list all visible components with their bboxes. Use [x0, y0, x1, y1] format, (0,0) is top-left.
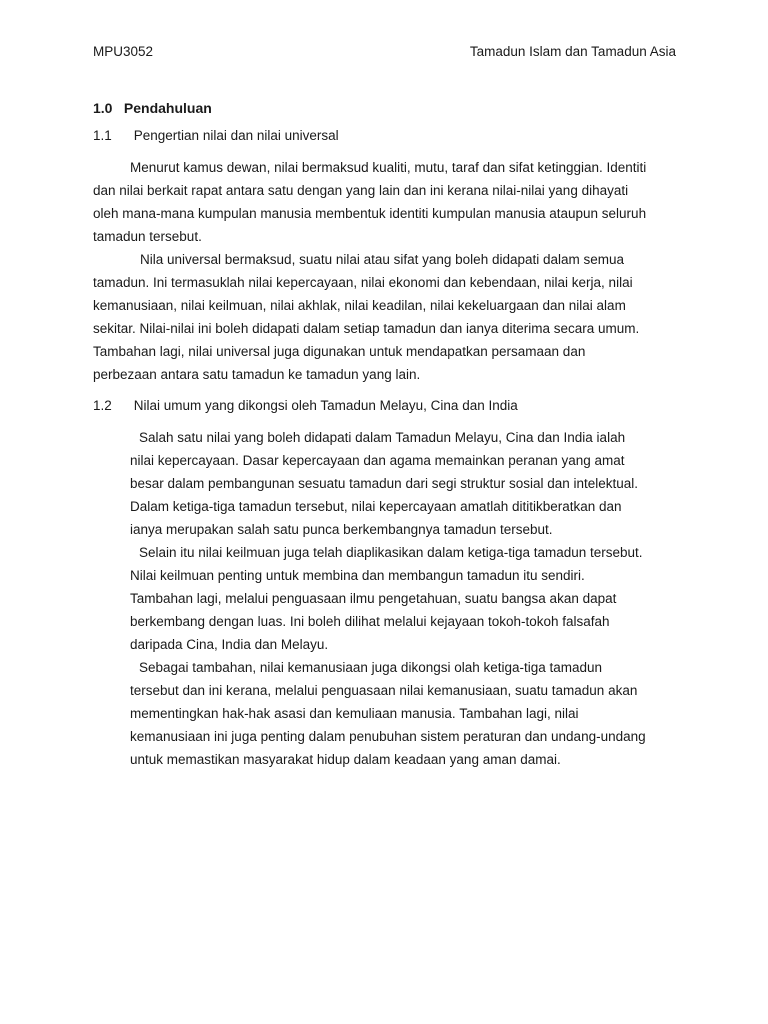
paragraph-line: perbezaan antara satu tamadun ke tamadun yang lain.: [93, 367, 421, 382]
paragraph-line: Nilai keilmuan penting untuk membina dan membangun tamadun itu sendiri.: [130, 568, 585, 583]
paragraph-line: untuk memastikan masyarakat hidup dalam keadaan yang aman damai.: [130, 752, 561, 767]
paragraph-line: Dalam ketiga-tiga tamadun tersebut, nilai kepercayaan amatlah dititikberatkan dan: [130, 499, 622, 514]
course-title: Tamadun Islam dan Tamadun Asia: [469, 43, 676, 59]
subsection-title: Pengertian nilai dan nilai universal: [133, 128, 339, 143]
section-heading: [93, 100, 212, 116]
section-title: Pendahuluan: [123, 100, 212, 116]
course-code: MPU3052: [93, 43, 154, 59]
subsection-heading-1: [93, 128, 339, 143]
paragraph-line: tamadun. Ini termasuklah nilai kepercayaan, nilai ekonomi dan kebendaan, nilai kerja, nilai: [93, 275, 633, 290]
paragraph-line: kemanusiaan ini juga penting dalam penubuhan sistem peraturan dan undang-undang: [130, 729, 646, 744]
paragraph-line: berkembang dengan luas. Ini boleh dilihat melalui kejayaan tokoh-tokoh falsafah: [130, 614, 610, 629]
paragraph-line: Salah satu nilai yang boleh didapati dalam Tamadun Melayu, Cina dan India ialah: [139, 430, 626, 445]
paragraph-line: sekitar. Nilai-nilai ini boleh didapati dalam setiap tamadun dan ianya diterima secara umum.: [93, 321, 640, 336]
paragraph-line: ianya merupakan salah satu punca berkembangnya tamadun tersebut.: [130, 522, 553, 537]
paragraph-line: Sebagai tambahan, nilai kemanusiaan juga dikongsi olah ketiga-tiga tamadun: [139, 660, 603, 675]
paragraph-line: tamadun tersebut.: [93, 229, 202, 244]
subsection-number: 1.1: [93, 128, 112, 143]
paragraph-line: Menurut kamus dewan, nilai bermaksud kualiti, mutu, taraf dan sifat ketinggian. Identiti: [130, 160, 647, 175]
page-header: [93, 41, 676, 61]
subsection-number: 1.2: [93, 398, 112, 413]
paragraph-line: dan nilai berkait rapat antara satu dengan yang lain dan ini kerana nilai-nilai yang dihayati: [93, 183, 629, 198]
section-number: 1.0: [93, 100, 113, 116]
subsection-heading-2: [93, 398, 518, 413]
paragraph-line: Selain itu nilai keilmuan juga telah diaplikasikan dalam ketiga-tiga tamadun tersebut.: [139, 545, 643, 560]
paragraph-line: Tambahan lagi, melalui penguasaan ilmu pengetahuan, suatu bangsa akan dapat: [130, 591, 617, 606]
paragraph-line: tersebut dan ini kerana, melalui penguasaan nilai kemanusiaan, suatu tamadun akan: [130, 683, 638, 698]
paragraph-line: Nila universal bermaksud, suatu nilai atau sifat yang boleh didapati dalam semua: [140, 252, 625, 267]
paragraph-line: nilai kepercayaan. Dasar kepercayaan dan agama memainkan peranan yang amat: [130, 453, 625, 468]
paragraph-line: daripada Cina, India dan Melayu.: [130, 637, 329, 652]
paragraph-line: kemanusiaan, nilai keilmuan, nilai akhlak, nilai keadilan, nilai kekeluargaan dan nilai alam: [93, 298, 626, 313]
paragraph-line: oleh mana-mana kumpulan manusia membentuk identiti kumpulan manusia ataupun seluruh: [93, 206, 647, 221]
paragraph-line: mementingkan hak-hak asasi dan kemuliaan manusia. Tambahan lagi, nilai: [130, 706, 579, 721]
paragraph-line: Tambahan lagi, nilai universal juga digunakan untuk mendapatkan persamaan dan: [93, 344, 586, 359]
subsection-title: Nilai umum yang dikongsi oleh Tamadun Melayu, Cina dan India: [133, 398, 518, 413]
paragraph-line: besar dalam pembangunan sesuatu tamadun dari segi struktur sosial dan intelektual.: [130, 476, 639, 491]
